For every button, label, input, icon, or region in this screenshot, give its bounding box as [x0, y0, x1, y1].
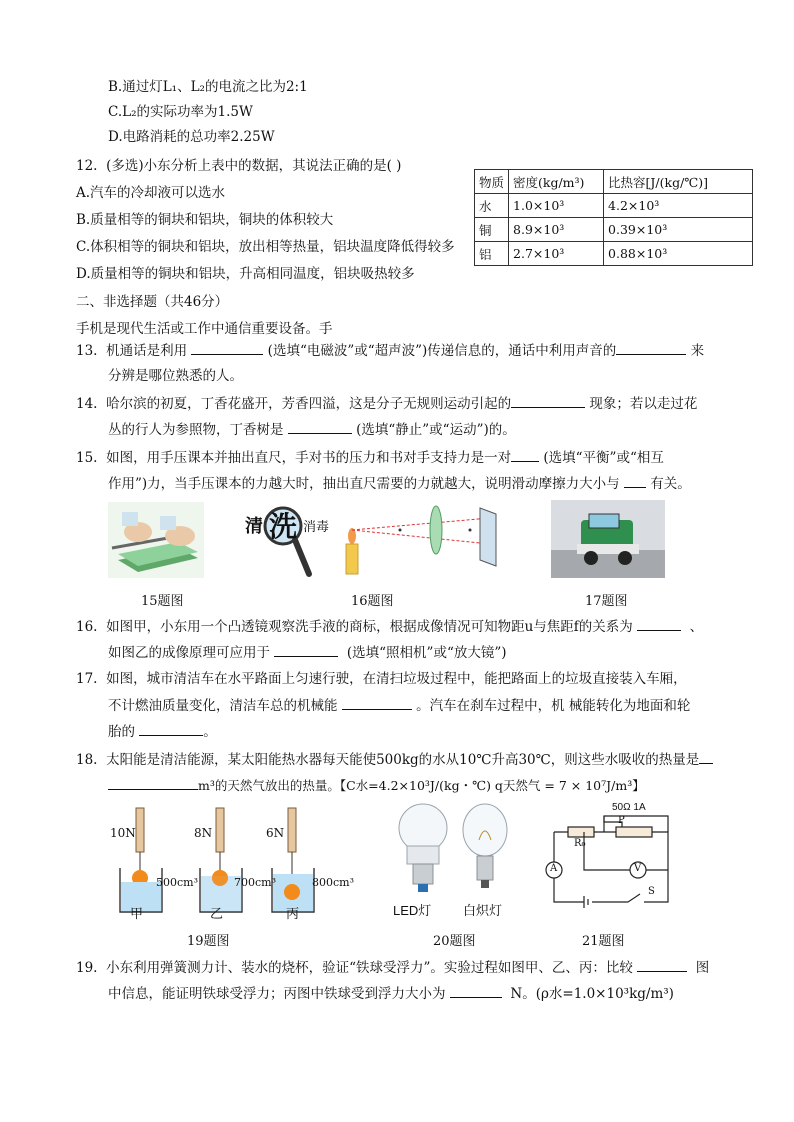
label-xiaodu: 消毒	[303, 520, 330, 535]
table-cell: 4.2×10³	[604, 194, 753, 218]
q19-line1: 19. 小东利用弹簧测力计、装水的烧杯，验证“铁球受浮力”。实验过程如图甲、乙、丙：比较 图	[76, 960, 710, 976]
q13-intro: 手机是现代生活或工作中通信重要设备。手	[76, 321, 333, 337]
table-row	[475, 194, 753, 218]
answer-blank[interactable]	[624, 474, 646, 488]
table-cell: 2.7×10³	[509, 242, 604, 266]
answer-blank[interactable]	[342, 696, 412, 710]
figure-17-street-sweeper	[551, 500, 665, 578]
table-cell: 1.0×10³	[509, 194, 604, 218]
answer-blank[interactable]	[139, 722, 203, 736]
answer-blank[interactable]	[108, 776, 198, 790]
label-bing: 丙	[286, 907, 300, 922]
answer-blank[interactable]	[274, 643, 338, 657]
figure-19-spring-scales	[106, 806, 366, 922]
q12-option-b: B.质量相等的铜块和铝块，铜块的体积较大	[76, 212, 334, 228]
label-switch: S	[648, 886, 655, 897]
answer-blank[interactable]	[511, 394, 585, 408]
answer-blank[interactable]	[191, 341, 263, 355]
label-ammeter: A	[550, 863, 558, 874]
label-incandescent: 白炽灯	[463, 904, 503, 919]
reading-yi: 8N	[194, 826, 213, 840]
table-cell: 8.9×10³	[509, 218, 604, 242]
table-header-row	[475, 170, 753, 194]
q16-line2: 如图乙的成像原理可应用于 (选填“照相机”或“放大镜”)	[108, 645, 507, 661]
label-voltmeter: V	[634, 863, 642, 874]
figure-20-bulbs	[393, 800, 523, 918]
q18-line1: 18. 太阳能是清洁能源，某太阳能热水器每天能使500kg的水从10℃升高30℃，则这些水吸收的热量是	[76, 750, 713, 769]
properties-table	[474, 169, 753, 266]
answer-blank[interactable]	[616, 341, 686, 355]
caption-15: 15题图	[141, 594, 184, 609]
table-cell: 密度(kg/m³)	[509, 170, 604, 194]
q12-stem: 12. (多选)小东分析上表中的数据，其说法正确的是( )	[76, 158, 402, 174]
option-b: B.通过灯L₁、L₂的电流之比为2:1	[108, 79, 308, 95]
answer-blank[interactable]	[699, 750, 713, 764]
caption-20: 20题图	[433, 934, 476, 949]
q13-line2: 分辨是哪位熟悉的人。	[108, 368, 243, 384]
figure-16a-magnifier	[245, 502, 345, 580]
table-cell: 铝	[475, 242, 509, 266]
label-rheostat: 50Ω 1A	[612, 802, 646, 813]
answer-blank[interactable]	[637, 617, 681, 631]
figure-21-circuit	[540, 802, 680, 918]
reading-jia: 10N	[110, 826, 136, 840]
caption-17: 17题图	[585, 594, 628, 609]
caption-16: 16题图	[351, 594, 394, 609]
q19-line2: 中信息，能证明铁球受浮力；丙图中铁球受到浮力大小为 N。(ρ水=1.0×10³kg/m³)	[108, 986, 674, 1002]
table-row	[475, 242, 753, 266]
label-p: P	[618, 815, 625, 826]
q15-line1: 15. 如图，用手压课本并抽出直尺，手对书的压力和书对手支持力是一对 (选填“平衡”或“相互	[76, 450, 664, 466]
option-c: C.L₂的实际功率为1.5W	[108, 104, 253, 120]
q17-line3: 胎的 。	[108, 724, 217, 740]
volume-bing: 800cm³	[312, 876, 354, 889]
label-xi: 洗	[269, 510, 298, 543]
table-cell: 水	[475, 194, 509, 218]
label-led: LED灯	[393, 903, 432, 918]
q14-line1: 14. 哈尔滨的初夏，丁香花盛开，芳香四溢，这是分子无规则运动引起的 现象；若以走过花	[76, 396, 698, 412]
section-heading: 二、非选择题（共46分）	[76, 294, 229, 310]
q12-option-d: D.质量相等的铜块和铝块，升高相同温度，铝块吸热较多	[76, 266, 415, 282]
figure-15-hands-book	[108, 502, 204, 578]
answer-blank[interactable]	[288, 420, 352, 434]
q13-line1: 13. 机通话是利用 (选填“电磁波”或“超声波”)传递信息的，通话中利用声音的 来	[76, 343, 705, 359]
table-cell: 0.88×10³	[604, 242, 753, 266]
label-yi: 乙	[210, 907, 224, 922]
q18-line2: m³的天然气放出的热量。【C水=4.2×10³J/(kg・℃) q天然气 = 7 × 10⁷J/m³】	[108, 776, 645, 795]
figure-16b-lens-candle	[340, 500, 510, 578]
table-cell: 比热容[J/(kg/℃)]	[604, 170, 753, 194]
option-d: D.电路消耗的总功率2.25W	[108, 129, 275, 145]
volume-jia: 500cm³	[156, 876, 198, 889]
q12-option-a: A.汽车的冷却液可以选水	[76, 185, 226, 201]
q17-line1: 17. 如图，城市清洁车在水平路面上匀速行驶，在清扫垃圾过程中，能把路面上的垃圾直接装入车厢，	[76, 671, 687, 687]
q17-line2: 不计燃油质量变化，清洁车总的机械能 。汽车在刹车过程中，机 械能转化为地面和轮	[108, 698, 691, 714]
table-cell: 0.39×10³	[604, 218, 753, 242]
answer-blank[interactable]	[637, 958, 687, 972]
q16-line1: 16. 如图甲，小东用一个凸透镜观察洗手液的商标，根据成像情况可知物距u与焦距f的关系为 、	[76, 619, 704, 635]
q12-option-c: C.体积相等的铜块和铝块，放出相等热量，铝块温度降低得较多	[76, 239, 455, 255]
caption-21: 21题图	[582, 934, 625, 949]
caption-19: 19题图	[187, 934, 230, 949]
volume-yi: 700cm³	[234, 876, 276, 889]
q14-line2: 丛的行人为参照物，丁香树是 (选填“静止”或“运动”)的。	[108, 422, 516, 438]
answer-blank[interactable]	[511, 448, 539, 462]
answer-blank[interactable]	[450, 984, 502, 998]
label-r0: R₀	[574, 838, 586, 849]
table-cell: 铜	[475, 218, 509, 242]
reading-bing: 6N	[266, 826, 285, 840]
q15-line2: 作用”)力，当手压课本的力越大时，抽出直尺需要的力就越大，说明滑动摩擦力大小与 有关。	[108, 476, 691, 492]
label-jia: 甲	[130, 907, 144, 922]
table-cell: 物质	[475, 170, 509, 194]
table-row	[475, 218, 753, 242]
label-qing: 清	[245, 516, 263, 537]
